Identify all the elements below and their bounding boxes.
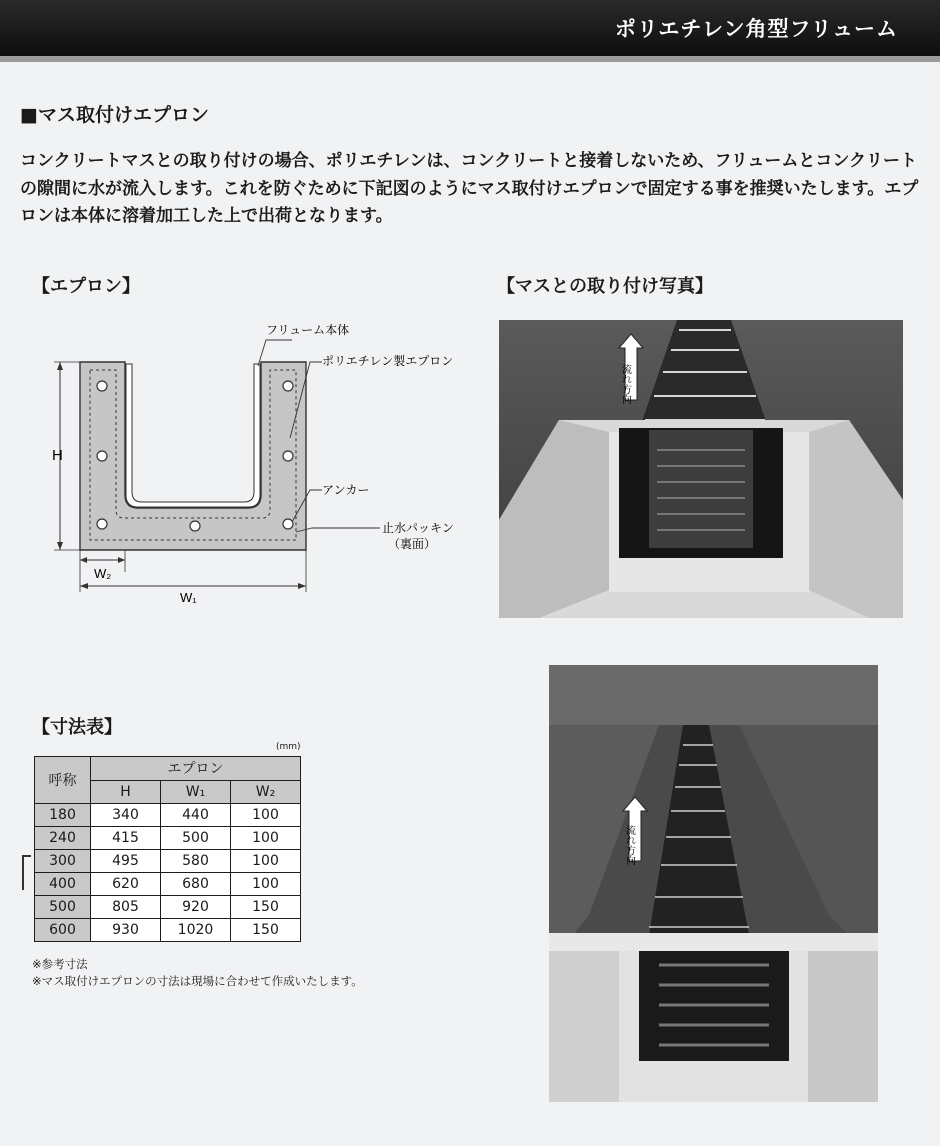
apron-heading: 【エプロン】	[32, 276, 140, 297]
flow-label-2: 流れ方向	[623, 825, 635, 865]
w2-cell: 100	[231, 804, 301, 827]
w1-cell: 440	[161, 804, 231, 827]
flow-label-1: 流れ方向	[619, 364, 631, 404]
col-w1: W₁	[161, 780, 231, 804]
col-nominal: 呼称	[35, 757, 91, 804]
nominal-cell: 600	[35, 919, 91, 942]
table-notes	[32, 956, 363, 990]
h-cell: 805	[91, 896, 161, 919]
installation-photo-1	[499, 320, 903, 618]
w1-cell: 500	[161, 827, 231, 850]
h-cell: 620	[91, 873, 161, 896]
packing-note: （裏面）	[388, 537, 437, 551]
w1-cell: 920	[161, 896, 231, 919]
photos-heading: 【マスとの取り付け写真】	[497, 276, 713, 297]
w1-cell: 1020	[161, 919, 231, 942]
header-divider	[0, 56, 940, 62]
table-row	[35, 850, 301, 873]
table-row	[35, 896, 301, 919]
w2-cell: 150	[231, 896, 301, 919]
h-cell: 340	[91, 804, 161, 827]
flume-body-label: フリューム本体	[266, 323, 350, 337]
bracket-mark	[22, 855, 31, 890]
w2-cell: 100	[231, 850, 301, 873]
section-title: ■マス取付けエプロン	[20, 104, 209, 126]
note-reference: ※参考寸法	[32, 957, 88, 971]
col-w2: W₂	[231, 780, 301, 804]
anchor-label: アンカー	[322, 483, 370, 497]
h-cell: 495	[91, 850, 161, 873]
table-row	[35, 873, 301, 896]
dimension-table	[34, 756, 301, 942]
installation-photo-2	[549, 665, 878, 1102]
nominal-cell: 500	[35, 896, 91, 919]
w1-label: W₁	[180, 590, 197, 605]
apron-diagram	[30, 320, 500, 624]
table-row	[35, 919, 301, 942]
w1-cell: 680	[161, 873, 231, 896]
nominal-cell: 400	[35, 873, 91, 896]
intro-paragraph: コンクリートマスとの取り付けの場合、ポリエチレンは、コンクリートと接着しないため、フリュームとコンクリートの隙間に水が流入します。これを防ぐために下記図のようにマス取付けエプロンで固定する事を推奨いたします。エプロンは本体に溶着加工した上で出荷となります。	[20, 151, 919, 226]
nominal-cell: 240	[35, 827, 91, 850]
w1-cell: 580	[161, 850, 231, 873]
h-cell: 930	[91, 919, 161, 942]
dimension-table-heading: 【寸法表】	[32, 717, 122, 738]
h-label: H	[52, 447, 63, 464]
nominal-cell: 180	[35, 804, 91, 827]
page-title: ポリエチレン角型フリューム	[614, 17, 898, 41]
w2-cell: 100	[231, 827, 301, 850]
w2-cell: 100	[231, 873, 301, 896]
unit-label: (mm)	[276, 742, 301, 752]
w2-cell: 150	[231, 919, 301, 942]
col-apron: エプロン	[91, 757, 301, 781]
pe-apron-label: ポリエチレン製エプロン	[322, 354, 454, 368]
flume-body-shape	[126, 364, 260, 507]
table-row	[35, 827, 301, 850]
col-h: H	[91, 780, 161, 804]
h-cell: 415	[91, 827, 161, 850]
header-bar	[0, 0, 940, 56]
w2-label: W₂	[94, 566, 112, 581]
nominal-cell: 300	[35, 850, 91, 873]
packing-label: 止水パッキン	[382, 521, 454, 535]
table-row	[35, 804, 301, 827]
note-custom: ※マス取付けエプロンの寸法は現場に合わせて作成いたします。	[32, 974, 363, 988]
